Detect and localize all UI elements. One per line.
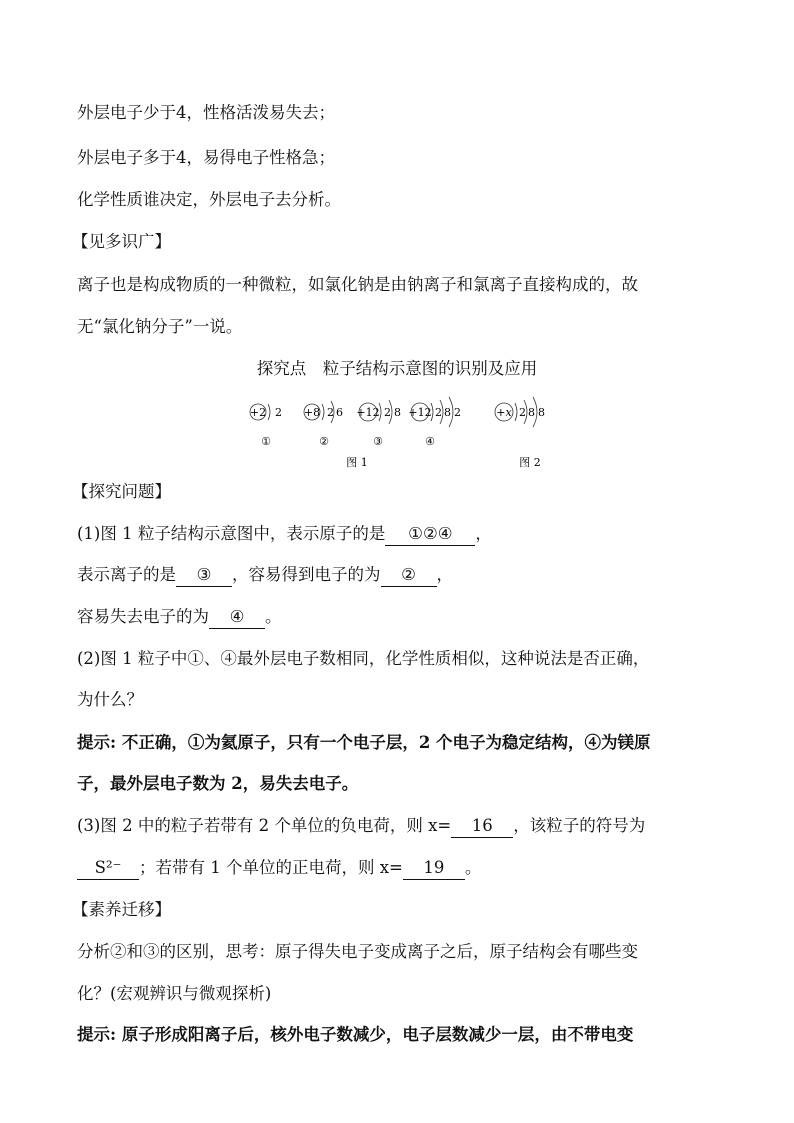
atom-5-shell-1: 2	[519, 406, 526, 419]
atom-2-shell-1: 2	[327, 406, 334, 419]
q1a-post: ，	[475, 524, 492, 543]
atom-3-nucleus: +12	[356, 406, 380, 419]
q3b-post: 。	[464, 858, 482, 877]
question-2-line-2: 为什么？	[77, 690, 143, 709]
heading-jianduo: 【见多识广】	[72, 232, 171, 251]
question-2-line-1: (2)图 1 粒子中①、④最外层电子数相同，化学性质相似，这种说法是否正确，	[77, 649, 650, 668]
q3b-answer-2: 19	[403, 857, 465, 880]
atom-1-shell-1: 2	[275, 406, 282, 419]
q3b-answer-1: S²⁻	[77, 857, 139, 880]
atom-4	[408, 397, 461, 448]
q1c-text: 容易失去电子的为	[77, 607, 209, 626]
question-3-line-1	[77, 815, 645, 838]
q1b-answer-2: ②	[381, 564, 437, 587]
q3a-answer: 16	[451, 815, 513, 838]
q1b-answer-1: ③	[176, 564, 232, 587]
verse-line-1: 外层电子少于4，性格活泼易失去；	[77, 103, 335, 122]
atom-4-shell-2: 8	[444, 406, 451, 419]
atom-4-shell-3: 2	[454, 406, 461, 419]
q1b-mid: ，容易得到电子的为	[232, 565, 381, 584]
atom-5	[495, 397, 545, 427]
atom-2-label: ②	[319, 435, 329, 448]
paragraph-ion-1: 离子也是构成物质的一种微粒，如氯化钠是由钠离子和氯离子直接构成的，故	[77, 275, 638, 294]
atom-5-nucleus: +x	[496, 406, 512, 419]
atom-1	[250, 404, 282, 448]
atom-3-label: ③	[373, 435, 383, 448]
atom-2	[304, 401, 343, 448]
section-title: 探究点 粒子结构示意图的识别及应用	[256, 359, 538, 378]
atom-2-shell-2: 6	[336, 406, 343, 419]
figure-1-caption: 图 1	[346, 456, 368, 469]
atom-3-shell-2: 8	[394, 406, 401, 419]
q1c-answer: ④	[209, 606, 265, 629]
question-1-line-3	[77, 606, 282, 629]
q1b-post: ，	[436, 565, 453, 584]
hint-2-line-2: 子，最外层电子数为 2，易失去电子。	[77, 774, 359, 793]
figure-2-caption: 图 2	[519, 456, 541, 469]
hint-2-line-1: 提示: 不正确，①为氦原子，只有一个电子层，2 个电子为稳定结构，④为镁原	[77, 733, 651, 752]
atom-5-shell-3: 8	[538, 406, 545, 419]
q3b-mid: ；若带有 1 个单位的正电荷，则 x=	[139, 858, 403, 877]
q1a-answer: ①②④	[385, 523, 475, 546]
atom-3-shell-1: 2	[384, 406, 391, 419]
verse-line-3: 化学性质谁决定，外层电子去分析。	[77, 190, 341, 209]
hint-3-line-1: 提示: 原子形成阳离子后，核外电子数减少，电子层数减少一层，由不带电变	[77, 1025, 634, 1044]
particle-structure-figure	[240, 396, 570, 476]
q1b-text: 表示离子的是	[77, 565, 176, 584]
q3a-text: (3)图 2 中的粒子若带有 2 个单位的负电荷，则 x=	[77, 816, 452, 835]
atom-4-nucleus: +12	[408, 406, 432, 419]
question-1-line-1	[77, 523, 492, 546]
atom-1-label: ①	[261, 435, 271, 448]
paragraph-transfer-2	[77, 983, 271, 1005]
atom-3	[356, 400, 401, 448]
q1a-text: (1)图 1 粒子结构示意图中，表示原子的是	[77, 524, 386, 543]
verse-line-2: 外层电子多于4，易得电子性格急；	[77, 148, 335, 167]
atom-4-shell-1: 2	[435, 406, 442, 419]
q1c-post: 。	[265, 607, 282, 626]
paragraph-transfer-1: 分析②和③的区别，思考：原子得失电子变成离子之后，原子结构会有哪些变	[77, 942, 638, 961]
heading-tanjiu: 【探究问题】	[72, 482, 171, 501]
heading-suyang: 【素养迁移】	[72, 900, 171, 919]
atom-4-label: ④	[425, 435, 435, 448]
question-1-line-2	[77, 564, 453, 587]
q3a-post: ，该粒子的符号为	[513, 816, 646, 835]
question-3-line-2	[77, 857, 481, 880]
paragraph-ion-2: 无“氯化钠分子”一说。	[77, 317, 243, 336]
atom-2-nucleus: +8	[303, 406, 321, 419]
atom-1-nucleus: +2	[249, 406, 267, 419]
atom-5-shell-2: 8	[528, 406, 535, 419]
paragraph-transfer-2-text: 化？(宏观辨识与微观探析)	[77, 984, 272, 1003]
